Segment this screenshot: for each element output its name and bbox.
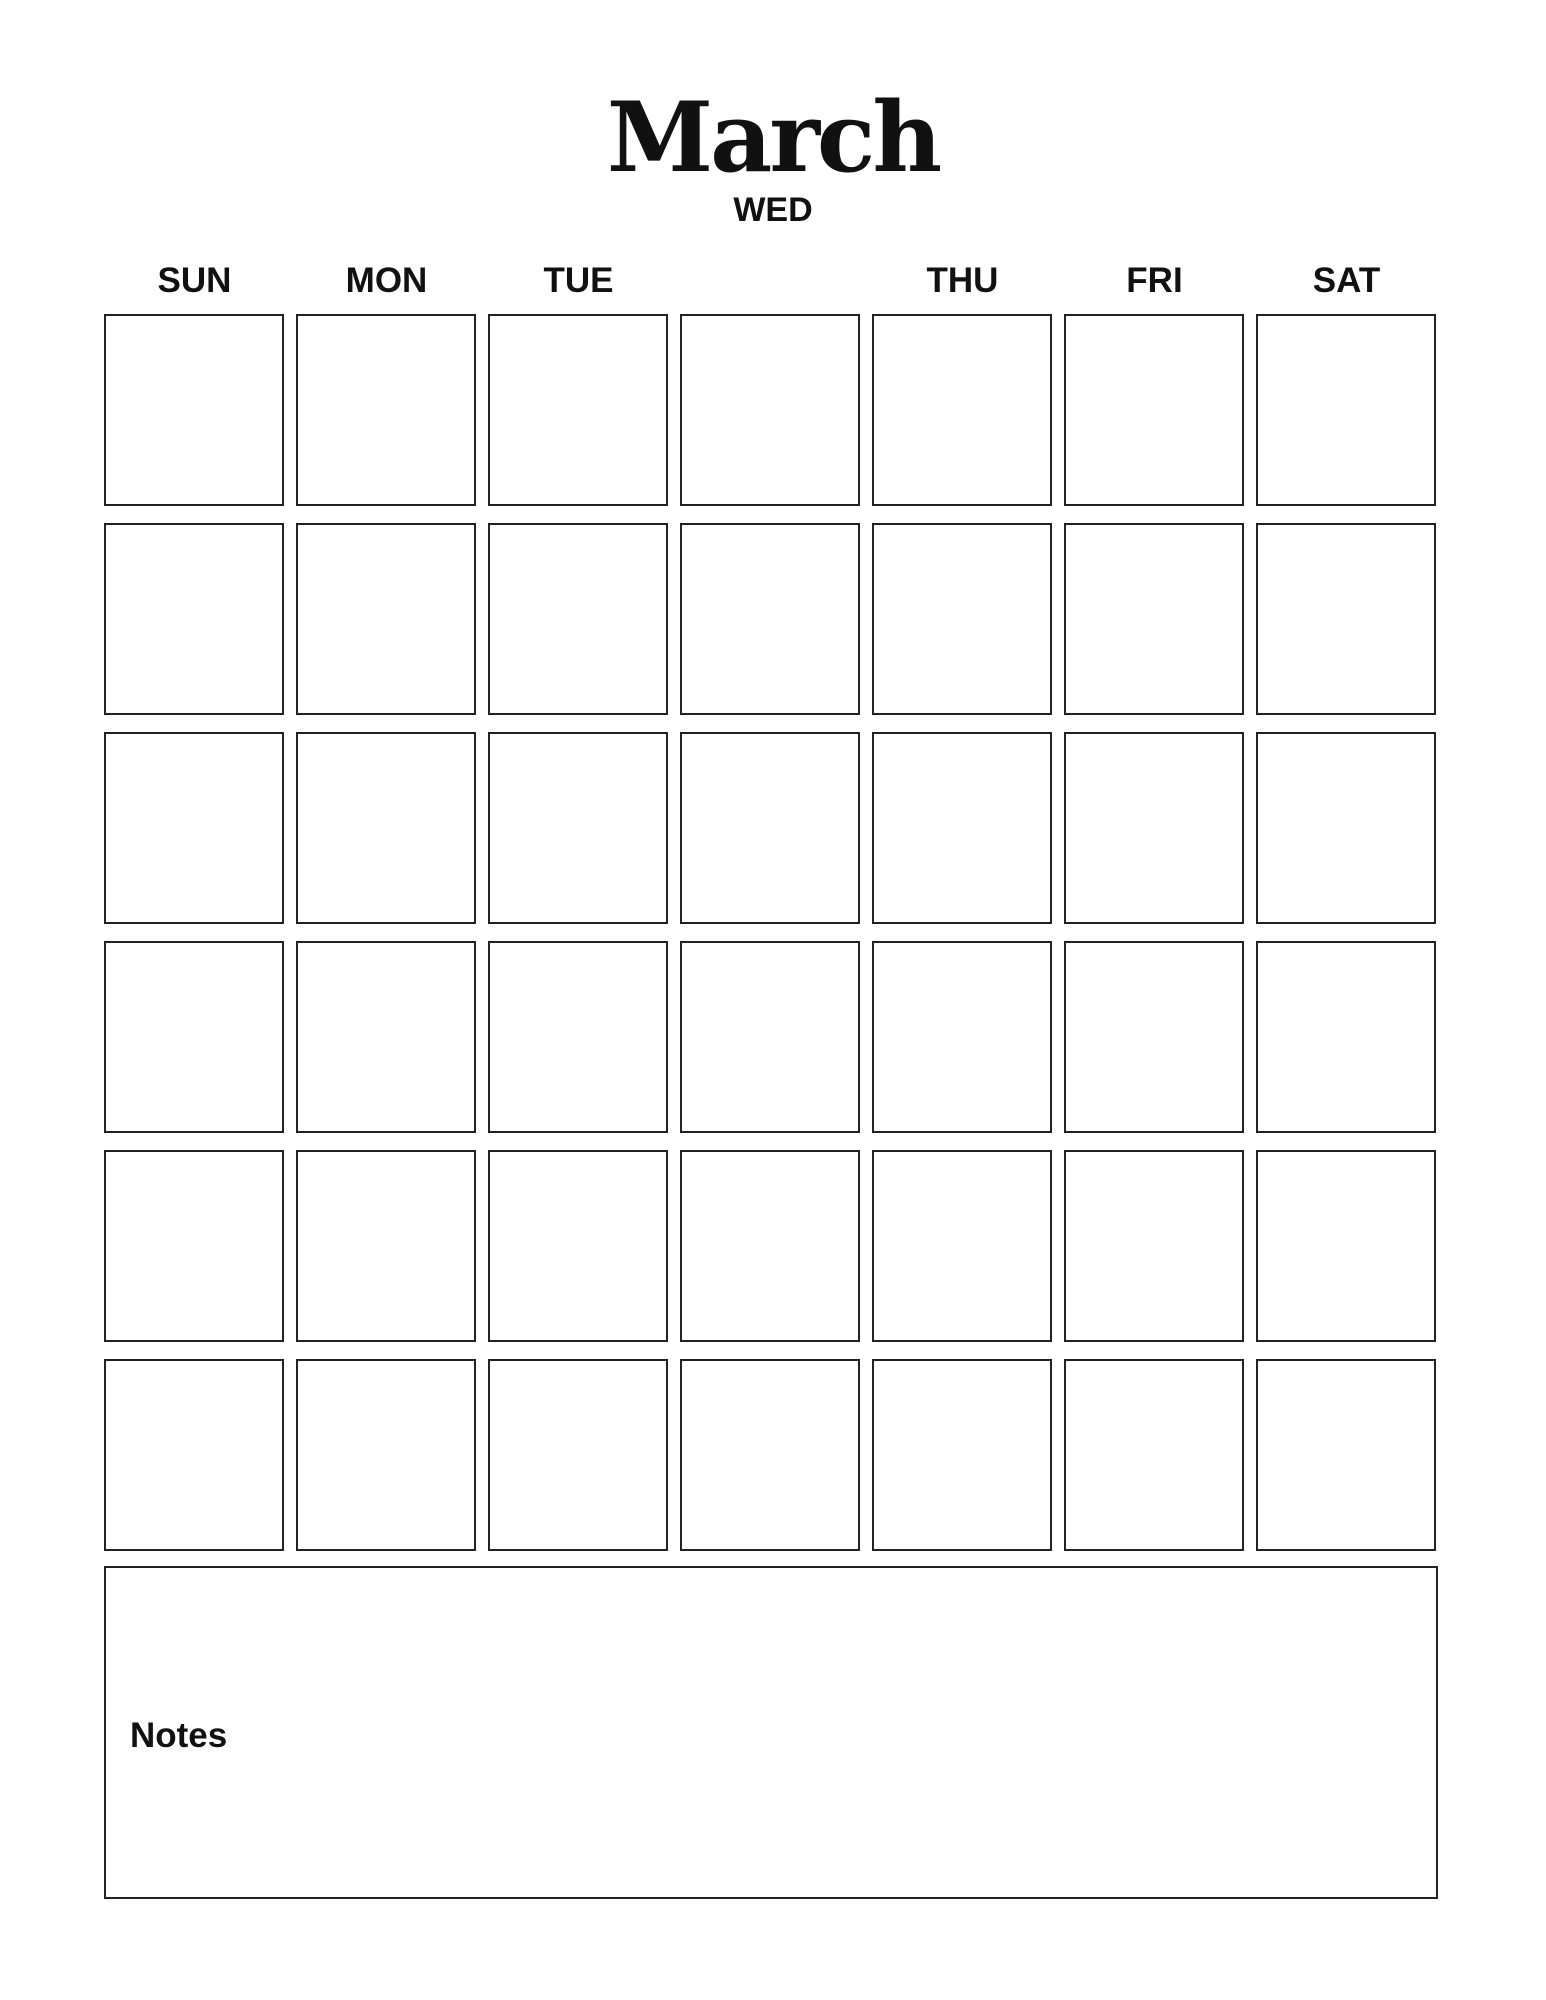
day-cell[interactable]	[1064, 941, 1244, 1133]
notes-label: Notes	[130, 1716, 228, 1755]
day-cell[interactable]	[104, 732, 284, 924]
day-cell[interactable]	[296, 314, 476, 506]
day-cell[interactable]	[488, 1359, 668, 1551]
weekday-header-fri: FRI	[1126, 261, 1183, 300]
day-cell[interactable]	[1064, 1150, 1244, 1342]
day-cell[interactable]	[488, 314, 668, 506]
day-cell[interactable]	[1064, 732, 1244, 924]
weekday-header-thu: THU	[926, 261, 999, 300]
day-cell[interactable]	[104, 941, 284, 1133]
weekday-subtitle: WED	[733, 191, 813, 229]
day-cell[interactable]	[488, 732, 668, 924]
day-cell[interactable]	[680, 1359, 860, 1551]
day-cell[interactable]	[296, 1150, 476, 1342]
weekday-header-sun: SUN	[157, 261, 232, 300]
day-cell[interactable]	[296, 732, 476, 924]
day-cell[interactable]	[1064, 314, 1244, 506]
day-cell[interactable]	[296, 941, 476, 1133]
day-cell[interactable]	[104, 523, 284, 715]
day-cell[interactable]	[488, 523, 668, 715]
day-cell[interactable]	[872, 314, 1052, 506]
day-cell[interactable]	[680, 314, 860, 506]
day-cell[interactable]	[1064, 523, 1244, 715]
day-cell[interactable]	[680, 523, 860, 715]
day-cell[interactable]	[1064, 1359, 1244, 1551]
notes-box[interactable]	[104, 1566, 1438, 1899]
day-cell[interactable]	[488, 1150, 668, 1342]
day-cell[interactable]	[872, 1359, 1052, 1551]
day-cell[interactable]	[104, 1150, 284, 1342]
day-cell[interactable]	[1256, 1359, 1436, 1551]
day-cell[interactable]	[680, 1150, 860, 1342]
day-cell[interactable]	[296, 1359, 476, 1551]
day-cell[interactable]	[872, 523, 1052, 715]
day-cell[interactable]	[296, 523, 476, 715]
weekday-header-mon: MON	[345, 261, 428, 300]
day-cell[interactable]	[1256, 732, 1436, 924]
weekday-header-sat: SAT	[1312, 261, 1381, 300]
day-cell[interactable]	[488, 941, 668, 1133]
day-cell[interactable]	[104, 314, 284, 506]
day-cell[interactable]	[872, 1150, 1052, 1342]
day-cell[interactable]	[1256, 1150, 1436, 1342]
day-cell[interactable]	[104, 1359, 284, 1551]
day-cell[interactable]	[872, 732, 1052, 924]
day-cell[interactable]	[1256, 523, 1436, 715]
month-title: March	[606, 81, 940, 194]
day-cell[interactable]	[872, 941, 1052, 1133]
day-cell[interactable]	[680, 941, 860, 1133]
day-cell[interactable]	[1256, 941, 1436, 1133]
weekday-header-tue: TUE	[543, 261, 614, 300]
day-cell[interactable]	[1256, 314, 1436, 506]
day-cell[interactable]	[680, 732, 860, 924]
